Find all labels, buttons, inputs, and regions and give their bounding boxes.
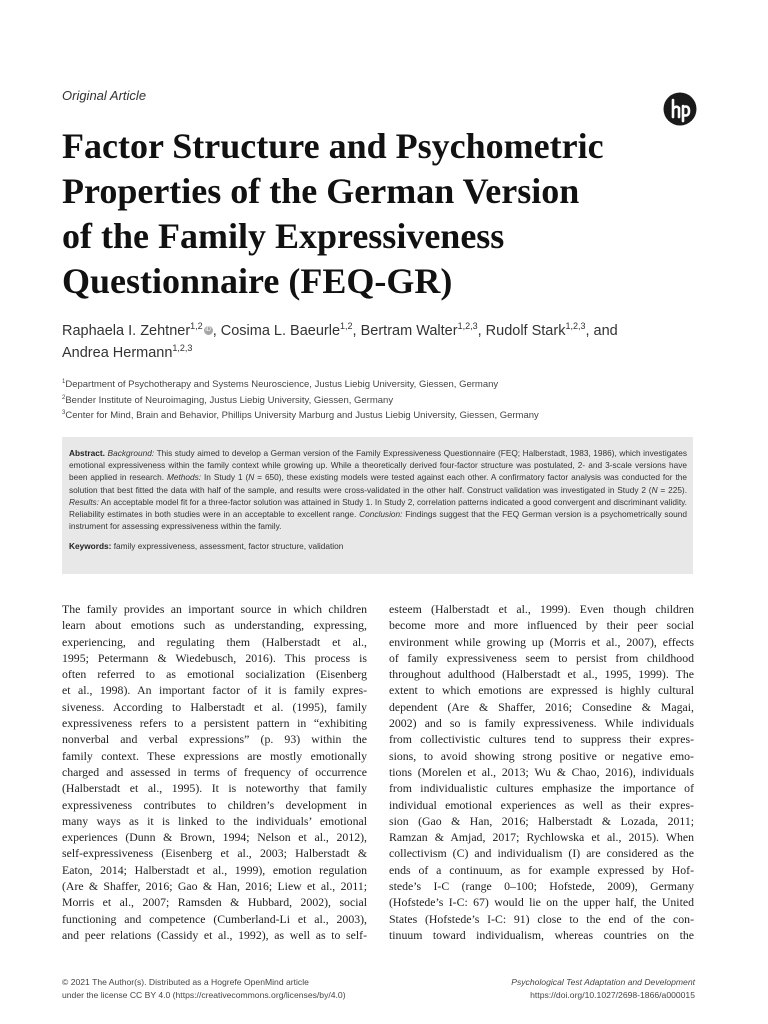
author-name[interactable]: Andrea Hermann xyxy=(62,345,173,361)
abstract-background: This study aimed to develop a German version of the Family Expressiveness Questionnaire (FEQ; Halberstadt, 1983, 1986), which investigates emotional expressiveness within the family context while growing up. While a theoretically derived four-factor structure was postulated, 2- and 3-scale versions have been applied in research. xyxy=(69,448,687,483)
abstract-label: Abstract. xyxy=(69,448,105,458)
author-affiliation: 1,2 xyxy=(340,321,353,332)
body-line: and peer relations (Cassidy et al., 1992), as well as to self- xyxy=(62,927,367,942)
body-line: Morris et al., 2007; Ramsden & Hubbard, 2002), social xyxy=(62,895,367,910)
body-line: ends of a continuum, as for example expressed by Hof- xyxy=(389,862,694,877)
body-line: learn about emotions such as understanding, expressing, xyxy=(62,618,367,633)
body-line: 1995; Petermann & Wiedebusch, 2016). This process is xyxy=(62,650,367,665)
body-line: Eaton, 2014; Halberstadt et al., 1999), emotion regulation xyxy=(62,862,367,877)
body-line: functioning and competence (Cumberland-Li et al., 2003), xyxy=(62,911,367,926)
body-line: (Halberstadt et al., 1995). It is noteworthy that family xyxy=(62,781,367,796)
body-line: throughout adulthood (Halberstadt et al., 1995, 1999). The xyxy=(389,667,694,682)
body-line: Ramzan & Amjad, 2017; Rychlowska et al., 2015). When xyxy=(389,830,694,845)
body-line: experiences (Dunn & Brown, 1994; Nelson et al., 2012), xyxy=(62,830,367,845)
body-line: sions, to avoid showing strong positive or negative emo- xyxy=(389,748,694,763)
body-line: et al., 1998). An important factor of it is family expres- xyxy=(62,683,367,698)
license-notice xyxy=(62,976,346,1002)
body-line: tions (Morelen et al., 2013; Wu & Chao, 2016), individuals xyxy=(389,764,694,779)
body-line: States (Hofstede’s I-C: 91) close to the end of the con- xyxy=(389,911,694,926)
body-column-left xyxy=(62,601,367,943)
body-line: (Are & Shaffer, 2016; Gao & Han, 2016; Liew et al., 2011; xyxy=(62,879,367,894)
doi-link[interactable]: https://doi.org/10.1027/2698-1866/a000015 xyxy=(530,990,695,1000)
body-line: of family expressiveness seem to persist from childhood xyxy=(389,650,694,665)
abstract-conclusion: Findings suggest that the FEQ German version is a psychometrically sound instrument for assessing expressiveness within the family. xyxy=(69,509,688,532)
author-separator: , xyxy=(352,323,361,339)
body-line: individual emotional experiences as well as their expres- xyxy=(389,797,694,812)
body-column-right xyxy=(389,601,694,943)
abstract-box xyxy=(62,437,693,574)
orcid-icon[interactable]: iD xyxy=(205,327,212,333)
license-line: © 2021 The Author(s). Distributed as a Hogrefe OpenMind article xyxy=(62,977,309,987)
abstract-results: An acceptable model fit for a three-factor solution was attained in Study 1. In Study 2, correlation patterns indicated a good convergent and discriminant validity. Reliability estimates in both studies were in an acceptable to excellent range. xyxy=(69,496,687,520)
author-name[interactable]: Raphaela I. Zehtner xyxy=(62,323,191,339)
body-line: expressiveness refers to a persistent pattern in “exhibiting xyxy=(62,716,367,731)
author-affiliation: 1,2,3 xyxy=(172,343,193,354)
author-name[interactable]: Cosima L. Baeurle xyxy=(220,323,341,339)
body-line: (Hofstede’s I-C: 67) would lie on the upper half, the United xyxy=(389,895,694,910)
abstract-text: Abstract. Background: This study aimed to develop a German version of the Family Expressiveness Questionnaire (FEQ; Halberstadt, 1983, 1986), which investigates emotional expressiveness within the family context while growing up. While a theoretically derived four-factor structure was postulated, 2- and 3-scale versions have been applied in research. Methods: In Study 1 (N = 650), these existing models were tested against each other. A confirmatory factor analysis was conducted for the solution that best fitted the data with half of the sample, and results were cross-validated in the other half. Construct validation was investigated in Study 2 (N = 225). Results: An acceptable model fit for a three-factor solution was attained in Study 1. In Study 2, correlation patterns indicated a good convergent and discriminant validity. Reliability estimates in both studies were in an acceptable to excellent range. Conclusion: Findings suggest that the FEQ German version is a psychometrically sound instrument for assessing expressiveness within the family. xyxy=(69,448,688,532)
abstract-conclusion-label: Conclusion: xyxy=(359,509,403,520)
author-name[interactable]: Bertram Walter xyxy=(360,323,458,339)
body-line: family context. These expressions are mostly emotionally xyxy=(62,748,367,763)
body-line: from individualistic cultures emphasize the importance of xyxy=(389,781,694,796)
title-line: Factor Structure and Psychometric xyxy=(62,126,604,166)
author-separator: , and xyxy=(585,323,618,339)
body-line: from collectivistic cultures tend to suppress their expres- xyxy=(389,732,694,747)
article-title xyxy=(62,124,662,304)
abstract-background-label: Background: xyxy=(107,448,155,458)
affiliation-item: $^3$Center for Mind, Brain and Behavior, Phillips University Marburg and Justus Liebig University, Giessen, Germany xyxy=(62,409,539,421)
body-line: often referred to as emotional socialization (Eisenberg xyxy=(62,667,367,682)
body-line: collectivism (C) and individualism (I) are considered as the xyxy=(389,846,694,861)
body-line: dependent (Are & Shaffer, 2016; Consedine & Magai, xyxy=(389,699,694,714)
keywords-label: Keywords: xyxy=(69,541,112,552)
abstract-results-label: Results: xyxy=(69,496,99,507)
body-line: self-expressiveness (Eisenberg et al., 2003; Halberstadt & xyxy=(62,846,367,861)
affiliation-item: $^2$Bender Institute of Neuroimaging, Justus Liebig University, Giessen, Germany xyxy=(62,394,394,406)
body-line: become more and more influenced by their peer social xyxy=(389,618,694,633)
body-line: tinuum toward individualism, whereas countries on the xyxy=(389,927,694,942)
license-line[interactable]: under the license CC BY 4.0 (https://creativecommons.org/licenses/by/4.0) xyxy=(62,990,346,1000)
journal-info xyxy=(511,976,695,1002)
title-line: of the Family Expressiveness xyxy=(62,216,505,256)
keywords xyxy=(69,540,687,552)
author-name[interactable]: Rudolf Stark xyxy=(485,323,566,339)
body-line: experiencing, and regulating them (Halberstadt et al., xyxy=(62,634,367,649)
article-type-label: Original Article xyxy=(62,88,147,103)
body-line: esteem (Halberstadt et al., 1999). Even though children xyxy=(389,602,694,616)
author-list xyxy=(62,320,712,364)
body-line: extent to which emotions are expressed is highly cultural xyxy=(389,683,694,698)
body-line: sion (Gao & Han, 2016; Halberstadt & Lozada, 2011; xyxy=(389,813,694,828)
body-line: many ways as it is linked to the individuals’ emotional xyxy=(62,813,367,828)
affiliation-list xyxy=(62,377,712,424)
journal-name: Psychological Test Adaptation and Development xyxy=(511,977,695,987)
body-line: siveness. According to Halberstadt et al. (1995), family xyxy=(62,699,367,714)
author-separator: , xyxy=(212,323,221,339)
abstract-methods-label: Methods: xyxy=(166,472,202,483)
affiliation-item: $^1$Department of Psychotherapy and Systems Neuroscience, Justus Liebig University, Giessen, Germany xyxy=(62,378,499,390)
title-line: Properties of the German Version xyxy=(62,171,580,211)
title-line: Questionnaire (FEQ-GR) xyxy=(62,261,453,301)
body-line: nonverbal and verbal expressions” (p. 93) within the xyxy=(62,732,367,747)
hogrefe-logo-icon xyxy=(663,92,697,126)
body-line: stede’s I-C (range 0–100; Hofstede, 2009), Germany xyxy=(389,879,694,894)
body-line: charged and assessed in terms of frequency of occurrence xyxy=(62,764,367,779)
author-affiliation: 1,2,3 xyxy=(565,321,586,332)
keywords-text: family expressiveness, assessment, factor structure, validation xyxy=(113,541,344,552)
body-line: environment while growing up (Morris et al., 2007), effects xyxy=(389,634,694,649)
body-line: expressiveness contributes to children’s development in xyxy=(62,797,367,812)
body-line: 2002) and so is family expressiveness. While individuals xyxy=(389,716,694,731)
author-affiliation: 1,2 xyxy=(190,321,203,332)
body-line: The family provides an important source in which children xyxy=(62,602,367,616)
author-affiliation: 1,2,3 xyxy=(457,321,478,332)
author-separator: , xyxy=(477,323,486,339)
